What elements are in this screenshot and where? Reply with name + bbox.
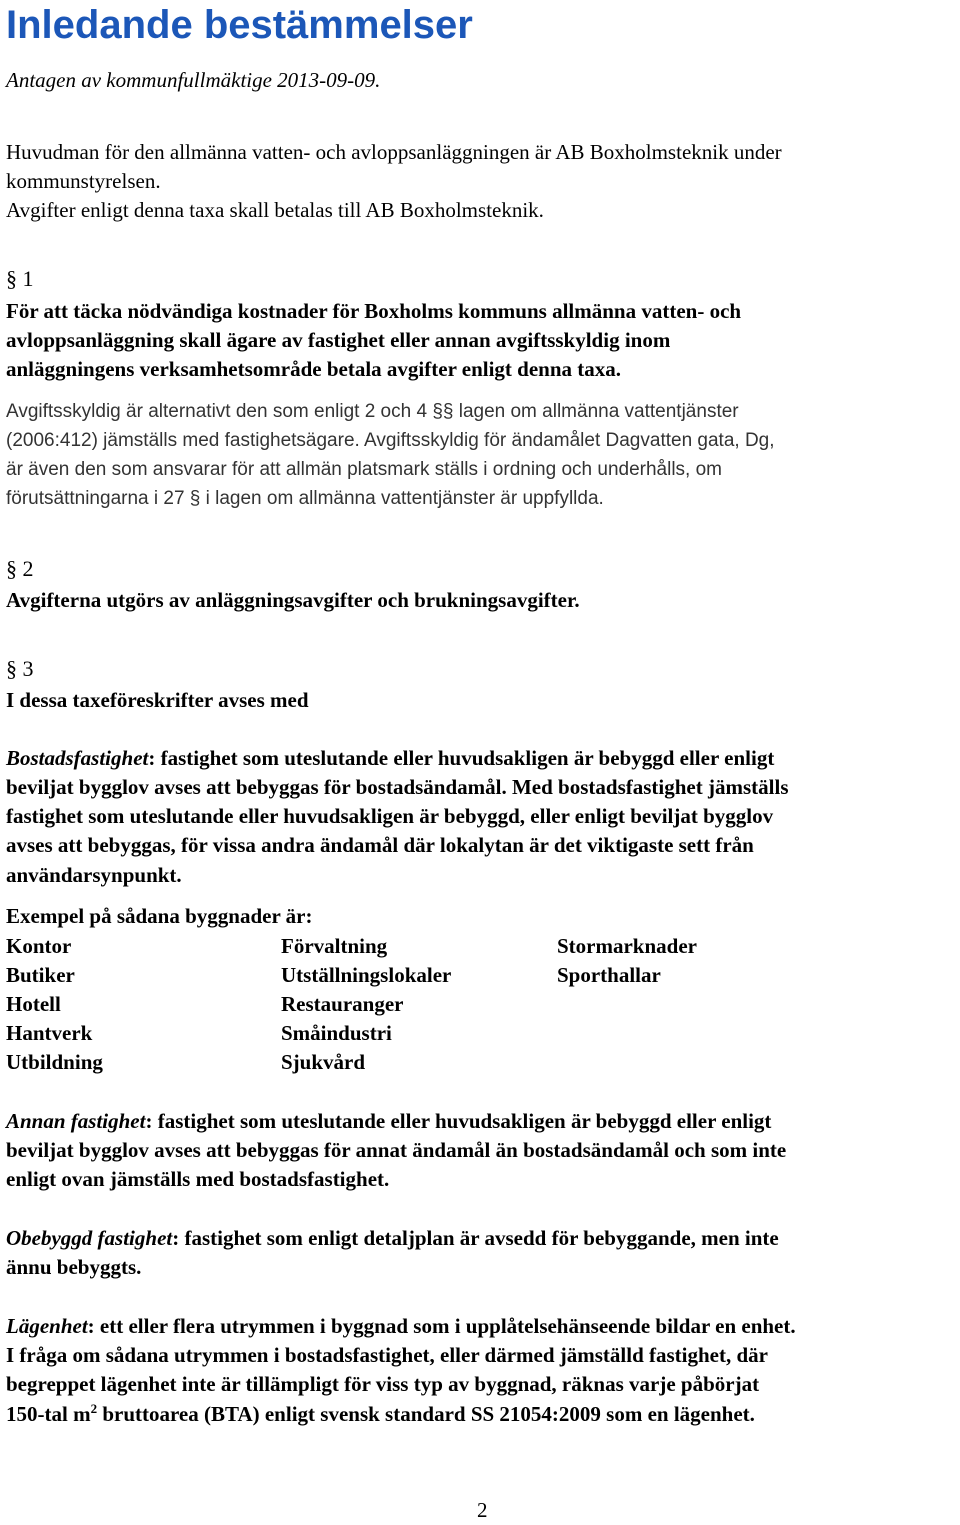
term-bostadsfastighet: Bostadsfastighet <box>6 746 149 770</box>
definition-bostadsfastighet-line-1: Bostadsfastighet: fastighet som uteslutande eller huvudsakligen är bebyggd eller enligt <box>6 746 775 770</box>
definition-bostadsfastighet-line-2: beviljat bygglov avses att bebyggas för bostadsändamål. Med bostadsfastighet jämställs <box>6 775 789 799</box>
intro-line-2: kommunstyrelsen. <box>6 169 161 193</box>
adoption-note: Antagen av kommunfullmäktige 2013-09-09. <box>6 68 381 92</box>
definition-annan-line-3: enligt ovan jämställs med bostadsfastighet. <box>6 1167 390 1191</box>
section-2-text: Avgifterna utgörs av anläggningsavgifter och brukningsavgifter. <box>6 588 580 612</box>
definition-lagenhet-line-2: I fråga om sådana utrymmen i bostadsfastighet, eller därmed jämställd fastighet, där <box>6 1343 768 1367</box>
example-cell: Utställningslokaler <box>281 963 452 987</box>
example-cell: Restauranger <box>281 992 404 1016</box>
term-obebyggd-fastighet: Obebyggd fastighet <box>6 1226 173 1250</box>
example-cell: Hantverk <box>6 1021 93 1045</box>
section-1-line-4: Avgiftsskyldig är alternativt den som enligt 2 och 4 §§ lagen om allmänna vattentjänster <box>6 401 739 422</box>
term-annan-fastighet: Annan fastighet <box>6 1109 146 1133</box>
definition-obebyggd-line-2: ännu bebyggts. <box>6 1255 142 1279</box>
page-title: Inledande bestämmelser <box>6 3 473 47</box>
example-cell: Utbildning <box>6 1050 103 1074</box>
example-cell: Sporthallar <box>557 963 661 987</box>
intro-line-1: Huvudman för den allmänna vatten- och avloppsanläggningen är AB Boxholmsteknik under <box>6 140 782 164</box>
section-1-bold-line-2: avloppsanläggning skall ägare av fastighet eller annan avgiftsskyldig inom <box>6 328 671 352</box>
section-3-heading: § 3 <box>6 656 34 681</box>
example-cell: Butiker <box>6 963 75 987</box>
definition-lagenhet-line-3: begreppet lägenhet inte är tillämpligt för viss typ av byggnad, räknas varje påbörjat <box>6 1372 760 1396</box>
intro-line-3: Avgifter enligt denna taxa skall betalas till AB Boxholmsteknik. <box>6 198 544 222</box>
example-cell: Småindustri <box>281 1021 392 1045</box>
definition-bostadsfastighet-line-5: användarsynpunkt. <box>6 863 182 887</box>
term-lagenhet: Lägenhet <box>6 1314 88 1338</box>
section-1-heading: § 1 <box>6 266 34 291</box>
definition-lagenhet-line-4: 150-tal $m^2$ bruttoarea (BTA) enligt svensk standard SS 21054:2009 som en lägenhet. <box>6 1401 755 1426</box>
definition-annan-line-2: beviljat bygglov avses att bebyggas för annat ändamål än bostadsändamål och som inte <box>6 1138 787 1162</box>
section-2-heading: § 2 <box>6 556 34 581</box>
example-cell: Sjukvård <box>281 1050 366 1074</box>
definition-bostadsfastighet-line-4: avses att bebyggas, för vissa andra ändamål där lokalytan är det viktigaste sett från <box>6 833 754 857</box>
examples-heading: Exempel på sådana byggnader är: <box>6 904 313 928</box>
example-cell: Kontor <box>6 934 72 958</box>
section-3-intro: I dessa taxeföreskrifter avses med <box>6 688 309 712</box>
definition-lagenhet-line-1: Lägenhet: ett eller flera utrymmen i byggnad som i upplåtelsehänseende bildar en enhet. <box>6 1314 796 1338</box>
section-1-line-5: (2006:412) jämställs med fastighetsägare. Avgiftsskyldig för ändamålet Dagvatten gata, Dg, <box>6 430 775 451</box>
definition-bostadsfastighet-line-3: fastighet som uteslutande eller huvudsakligen är bebyggd, eller enligt beviljat bygglov <box>6 804 774 828</box>
section-1-bold-line-3: anläggningens verksamhetsområde betala avgifter enligt denna taxa. <box>6 357 622 381</box>
example-cell: Förvaltning <box>281 934 388 958</box>
example-cell: Hotell <box>6 992 61 1016</box>
definition-annan-line-1: Annan fastighet: fastighet som uteslutande eller huvudsakligen är bebyggd eller enligt <box>6 1109 772 1133</box>
example-cell: Stormarknader <box>557 934 697 958</box>
page-number: 2 <box>477 1498 488 1522</box>
section-1-bold-line-1: För att täcka nödvändiga kostnader för Boxholms kommuns allmänna vatten- och <box>6 299 742 323</box>
section-1-line-7: förutsättningarna i 27 § i lagen om allmänna vattentjänster är uppfyllda. <box>6 488 604 509</box>
section-1-line-6: är även den som ansvarar för att allmän platsmark ställs i ordning och underhålls, om <box>6 459 723 480</box>
definition-obebyggd-line-1: Obebyggd fastighet: fastighet som enligt detaljplan är avsedd för bebyggande, men inte <box>6 1226 779 1250</box>
